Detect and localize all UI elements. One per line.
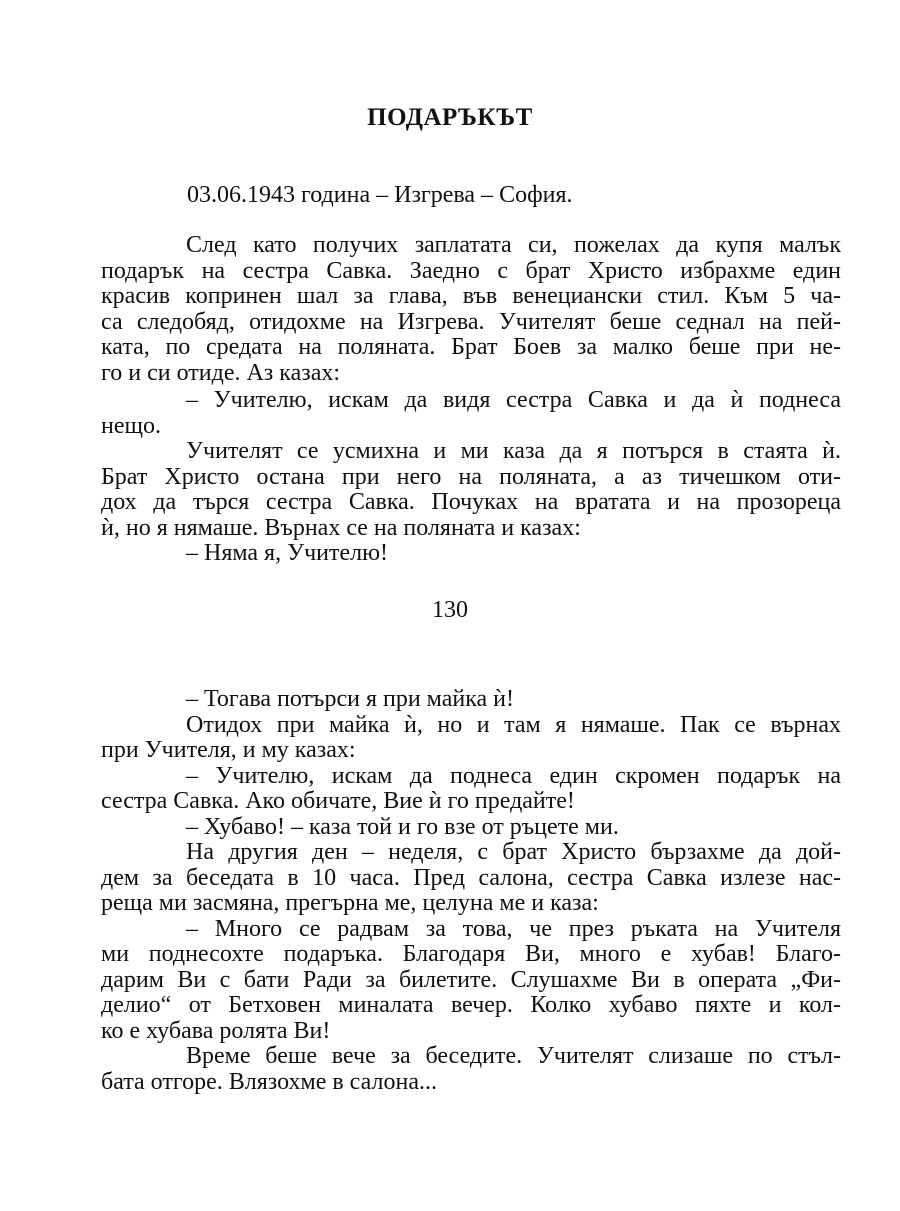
text-line: делио“ от Бетховен миналата вечер. Колко хубаво пяхте и кол-	[101, 992, 841, 1018]
page-number: 130	[432, 597, 468, 623]
text-block-2	[101, 388, 841, 567]
text-line: – Тогава потърси я при майка ѝ!	[186, 686, 514, 712]
text-line: – Много се радвам за това, че през ръката на Учителя	[186, 915, 841, 942]
text-line: сестра Савка. Ако обичате, Вие ѝ го предайте!	[101, 788, 575, 814]
text-line: – Учителю, искам да поднеса един скромен подарък на	[186, 762, 841, 789]
text-line: подарък на сестра Савка. Заедно с брат Христо избрахме един	[101, 257, 841, 284]
text-line: при Учителя, и му казах:	[101, 737, 356, 763]
text-line: дох да търся сестра Савка. Почуках на вратата и на прозореца	[101, 489, 841, 515]
text-line: – Учителю, искам да видя сестра Савка и да ѝ поднеса	[186, 387, 841, 413]
text-line: дарим Ви с бати Ради за билетите. Слушахме Ви в операта „Фи-	[101, 966, 841, 993]
text-line: Учителят се усмихна и ми каза да я потърся в стаята ѝ.	[186, 438, 841, 464]
text-line: са следобяд, отидохме на Изгрева. Учителят беше седнал на пей-	[101, 308, 841, 335]
text-line: нещо.	[101, 412, 161, 439]
text-line: Време беше вече за беседите. Учителят слизаше по стъл-	[186, 1043, 841, 1069]
text-line: ко е хубава ролята Ви!	[101, 1017, 331, 1044]
text-line: След като получих заплатата си, пожелах да купя малък	[186, 232, 841, 258]
text-line: – Хубаво! – каза той и го взе от ръцете ми.	[186, 813, 619, 840]
text-block-3	[101, 687, 841, 1095]
text-line: На другия ден – неделя, с брат Христо бързахме да дой-	[186, 839, 841, 865]
text-line: бата отгоре. Влязохме в салона...	[101, 1068, 437, 1095]
text-line: Отидох при майка ѝ, но и там я нямаше. Пак се върнах	[186, 711, 841, 738]
dateline: 03.06.1943 година – Изгрева – София.	[187, 182, 573, 208]
text-line: красив копринен шал за глава, във венециански стил. Към 5 ча-	[101, 283, 841, 309]
text-line: ѝ, но я нямаше. Върнах се на поляната и казах:	[101, 514, 581, 541]
text-line: ката, по средата на поляната. Брат Боев за малко беше при не-	[101, 334, 841, 360]
text-line: реща ми засмяна, прегърна ме, целуна ме и каза:	[101, 890, 599, 916]
text-line: – Няма я, Учителю!	[186, 540, 389, 566]
text-block-1	[101, 233, 841, 386]
chapter-title: ПОДАРЪКЪТ	[367, 104, 533, 131]
text-line: ми поднесохте подаръка. Благодаря Ви, много е хубав! Благо-	[101, 941, 841, 967]
text-line: го и си отиде. Аз казах:	[101, 359, 341, 386]
text-line: Брат Христо остана при него на поляната, а аз тичешком оти-	[101, 463, 841, 490]
text-line: дем за беседата в 10 часа. Пред салона, сестра Савка излезе нас-	[101, 864, 841, 891]
